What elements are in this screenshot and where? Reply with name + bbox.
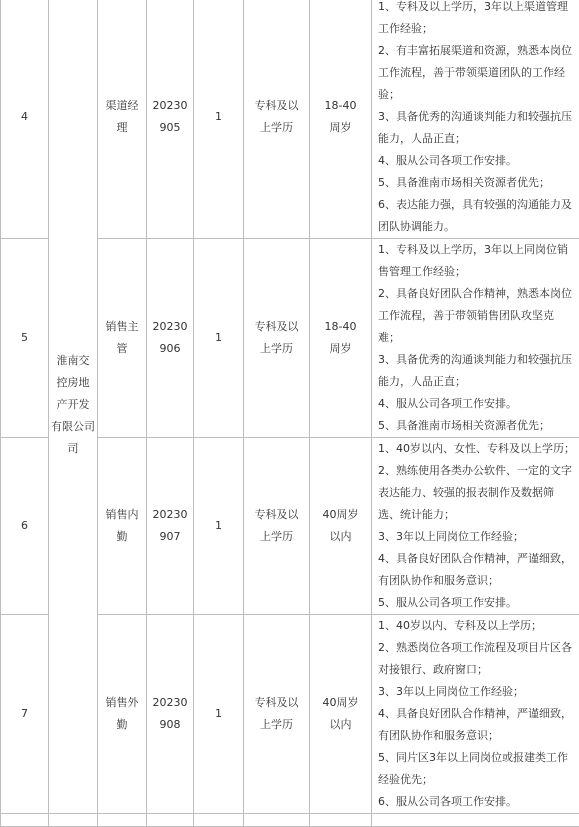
requirement-item: 5、具备淮南市场相关资源者优先；: [378, 172, 575, 194]
count-cell: [194, 814, 244, 827]
position-line: 渠道经: [98, 95, 146, 117]
age-line: 40周岁: [310, 504, 371, 526]
requirement-item: 5、同片区3年以上同岗位或报建类工作经验优先；: [378, 747, 575, 791]
requirement-item: 1、专科及以上学历，3年以上渠道管理工作经验；: [378, 0, 575, 40]
seq-cell: 6: [1, 438, 49, 615]
requirement-item: 3、具备优秀的沟通谈判能力和较强抗压能力，人品正直；: [378, 349, 575, 393]
requirements-cell: [372, 438, 579, 615]
requirements-cell: [372, 0, 579, 239]
requirement-item: 3、具备优秀的沟通谈判能力和较强抗压能力，人品正直；: [378, 106, 575, 150]
table-row: [1, 0, 579, 239]
company-cell: [49, 0, 98, 814]
requirement-item: 2、具备良好团队合作精神，熟悉本岗位工作流程，善于带领销售团队攻坚克难；: [378, 283, 575, 349]
count-cell: 1: [194, 239, 244, 438]
code-line: 20230: [147, 95, 193, 117]
company-line: 司: [49, 438, 97, 460]
code-line: 908: [147, 714, 193, 736]
age-line: 40周岁: [310, 692, 371, 714]
education-line: 上学历: [244, 338, 309, 360]
position-line: 勤: [98, 714, 146, 736]
age-cell: [310, 239, 372, 438]
position-cell: [98, 438, 147, 615]
education-line: 专科及以: [244, 316, 309, 338]
code-line: 20230: [147, 316, 193, 338]
position-line: 销售外: [98, 692, 146, 714]
requirement-item: 6、表达能力强，具有较强的沟通能力及团队协调能力。: [378, 194, 575, 238]
position-cell: [98, 615, 147, 814]
requirement-item: 1、专科及以上学历，3年以上同岗位销售管理工作经验；: [378, 239, 575, 283]
requirement-item: 3、3年以上同岗位工作经验；: [378, 526, 575, 548]
requirement-item: 5、服从公司各项工作安排。: [378, 592, 575, 614]
age-line: 以内: [310, 526, 371, 548]
code-cell: [147, 814, 194, 827]
age-line: 18-40: [310, 95, 371, 117]
requirement-item: 2、熟悉岗位各项工作流程及项目片区各对接银行、政府窗口；: [378, 637, 575, 681]
age-line: 18-40: [310, 316, 371, 338]
count-cell: 1: [194, 438, 244, 615]
age-line: 周岁: [310, 338, 371, 360]
education-line: 上学历: [244, 714, 309, 736]
education-cell: [244, 239, 310, 438]
age-cell: [310, 615, 372, 814]
company-line: 淮南交: [49, 350, 97, 372]
requirement-item: 4、具备良好团队合作精神，严谨细致，有团队协作和服务意识；: [378, 548, 575, 592]
education-line: 专科及以: [244, 95, 309, 117]
education-line: 专科及以: [244, 504, 309, 526]
education-cell: [244, 0, 310, 239]
requirement-item: 4、具备良好团队合作精神，严谨细致，有团队协作和服务意识；: [378, 703, 575, 747]
requirement-item: 4、服从公司各项工作安排。: [378, 393, 575, 415]
seq-cell: [1, 814, 49, 827]
position-line: 销售内: [98, 504, 146, 526]
table-row: [1, 814, 579, 827]
education-line: 专科及以: [244, 692, 309, 714]
company-cell: [49, 814, 98, 827]
requirement-item: 5、具备淮南市场相关资源者优先；: [378, 415, 575, 437]
code-cell: [147, 615, 194, 814]
education-line: 上学历: [244, 526, 309, 548]
code-cell: [147, 438, 194, 615]
code-line: 907: [147, 526, 193, 548]
code-line: 20230: [147, 692, 193, 714]
requirements-cell: [372, 615, 579, 814]
education-cell: [244, 615, 310, 814]
count-cell: 1: [194, 615, 244, 814]
education-line: 上学历: [244, 117, 309, 139]
requirement-item: 2、有丰富拓展渠道和资源，熟悉本岗位工作流程，善于带领渠道团队的工作经验；: [378, 40, 575, 106]
requirement-item: 3、3年以上同岗位工作经验；: [378, 681, 575, 703]
seq-cell: 7: [1, 615, 49, 814]
company-line: 产开发: [49, 394, 97, 416]
requirement-item: 2、熟练使用各类办公软件、一定的文字表达能力、较强的报表制作及数据筛选、统计能力；: [378, 460, 575, 526]
education-cell: [244, 814, 310, 827]
code-cell: [147, 0, 194, 239]
requirement-item: 4、服从公司各项工作安排。: [378, 150, 575, 172]
requirement-item: 1、40岁以内、女性、专科及以上学历；: [378, 438, 575, 460]
age-cell: [310, 814, 372, 827]
seq-cell: 5: [1, 239, 49, 438]
requirements-cell: [372, 814, 579, 827]
position-cell: [98, 239, 147, 438]
seq-cell: 4: [1, 0, 49, 239]
age-line: 以内: [310, 714, 371, 736]
age-line: 周岁: [310, 117, 371, 139]
requirements-cell: [372, 239, 579, 438]
requirement-item: 1、40岁以内、专科及以上学历；: [378, 615, 575, 637]
position-line: 管: [98, 338, 146, 360]
company-line: 控房地: [49, 372, 97, 394]
position-cell: [98, 814, 147, 827]
position-line: 销售主: [98, 316, 146, 338]
position-line: 勤: [98, 526, 146, 548]
age-cell: [310, 0, 372, 239]
code-cell: [147, 239, 194, 438]
position-line: 理: [98, 117, 146, 139]
age-cell: [310, 438, 372, 615]
code-line: 20230: [147, 504, 193, 526]
count-cell: 1: [194, 0, 244, 239]
education-cell: [244, 438, 310, 615]
position-cell: [98, 0, 147, 239]
requirement-item: 6、服从公司各项工作安排。: [378, 791, 575, 813]
code-line: 906: [147, 338, 193, 360]
company-line: 有限公司: [49, 416, 97, 438]
code-line: 905: [147, 117, 193, 139]
